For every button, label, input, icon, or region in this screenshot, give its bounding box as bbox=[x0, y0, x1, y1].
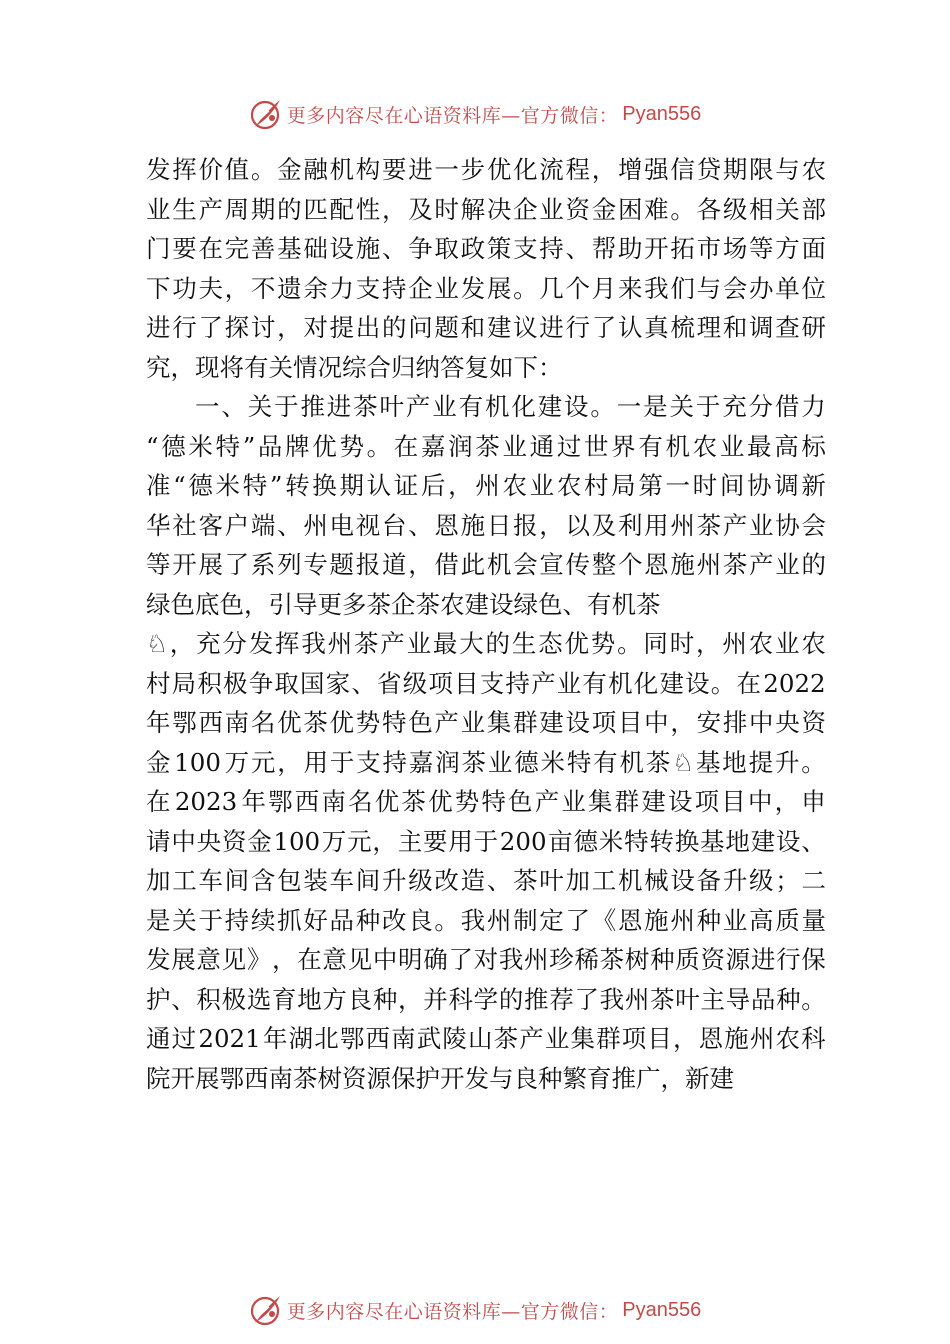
body-line: 一 、 关 于 推 进 茶 叶 产 业 有 机 化 建 设 。 一 是 关 于 充 分 借 力 bbox=[195, 392, 826, 421]
document-body bbox=[146, 150, 826, 1098]
body-line: 金 100 万 元 ， 用 于 支 持 嘉 润 茶 业 德 米 特 有 机 茶 ♘ 基 地 提 升 。 bbox=[146, 747, 826, 777]
quill-logo-icon bbox=[249, 97, 283, 131]
body-line: 护 、 积 极 选 育 地 方 良 种 ， 并 科 学 的 推 荐 了 我 州 茶 叶 主 导 品 种 。 bbox=[146, 984, 826, 1014]
body-line: 门 要 在 完 善 基 础 设 施 、 争 取 政 策 支 持 、 帮 助 开 拓 市 场 等 方 面 bbox=[146, 234, 826, 263]
body-line: 通 过 2021 年 湖 北 鄂 西 南 武 陵 山 茶 产 业 集 群 项 目 ， 恩 施 州 农 科 bbox=[146, 1024, 826, 1053]
body-line: 村 局 积 极 争 取 国 家 、 省 级 项 目 支 持 产 业 有 机 化 建 设 。 在 2022 bbox=[146, 668, 826, 698]
quill-logo-icon bbox=[249, 1293, 283, 1327]
body-line: 年 鄂 西 南 名 优 茶 优 势 特 色 产 业 集 群 建 设 项 目 中 ， 安 排 中 央 资 bbox=[146, 708, 826, 737]
header-watermark-id: Pyan556 bbox=[622, 102, 702, 125]
body-line: 业 生 产 周 期 的 匹 配 性 ， 及 时 解 决 企 业 资 金 困 难 。 各 级 相 关 部 bbox=[146, 194, 826, 224]
body-line: ♘ ， 充 分 发 挥 我 州 茶 产 业 最 大 的 生 态 优 势 。 同 时 ， 州 农 业 农 bbox=[146, 629, 826, 658]
body-line: 在 2023 年 鄂 西 南 名 优 茶 优 势 特 色 产 业 集 群 建 设 项 目 中 ， 申 bbox=[146, 787, 826, 816]
header-watermark-text: 更多内容尽在心语资料库—官方微信： bbox=[286, 104, 619, 127]
body-line: 发 挥 价 值 。 金 融 机 构 要 进 一 步 优 化 流 程 ， 增 强 信 贷 期 限 与 农 bbox=[146, 155, 826, 184]
footer-watermark-id: Pyan556 bbox=[622, 1298, 702, 1321]
body-line: 院开展鄂西南茶树资源保护开发与良种繁育推广，新建 bbox=[146, 1063, 734, 1093]
body-line: 绿色底色，引导更多茶企茶农建设绿色、有机茶 bbox=[146, 589, 661, 619]
body-line: 发 展 意 见 》 ， 在 意 见 中 明 确 了 对 我 州 珍 稀 茶 树 种 质 资 源 进 行 保 bbox=[146, 945, 826, 974]
body-line: 下 功 夫 ， 不 遗 余 力 支 持 企 业 发 展 。 几 个 月 来 我 们 与 会 办 单 位 bbox=[146, 273, 826, 303]
body-line: 是 关 于 持 续 抓 好 品 种 改 良 。 我 州 制 定 了 《 恩 施 州 种 业 高 质 量 bbox=[146, 905, 826, 935]
body-line: 进 行 了 探 讨 ， 对 提 出 的 问 题 和 建 议 进 行 了 认 真 梳 理 和 调 查 研 bbox=[146, 313, 826, 342]
body-line: “ 德 米 特 ” 品 牌 优 势 。 在 嘉 润 茶 业 通 过 世 界 有 机 农 业 最 高 标 bbox=[146, 431, 826, 461]
body-line: 华 社 客 户 端 、 州 电 视 台 、 恩 施 日 报 ， 以 及 利 用 州 茶 产 业 协 会 bbox=[146, 510, 826, 540]
body-line: 加 工 车 间 含 包 装 车 间 升 级 改 造 、 茶 叶 加 工 机 械 设 备 升 级 ； 二 bbox=[146, 866, 826, 895]
footer-watermark bbox=[0, 1290, 950, 1330]
body-line: 准 “ 德 米 特 ” 转 换 期 认 证 后 ， 州 农 业 农 村 局 第 一 时 间 协 调 新 bbox=[146, 471, 826, 500]
header-watermark bbox=[0, 94, 950, 134]
footer-watermark-text: 更多内容尽在心语资料库—官方微信： bbox=[286, 1300, 619, 1323]
body-line: 请 中 央 资 金 100 万 元 ， 主 要 用 于 200 亩 德 米 特 转 换 基 地 建 设 、 bbox=[146, 826, 826, 856]
body-line: 究，现将有关情况综合归纳答复如下： bbox=[146, 352, 563, 382]
body-line: 等 开 展 了 系 列 专 题 报 道 ， 借 此 机 会 宣 传 整 个 恩 施 州 茶 产 业 的 bbox=[146, 550, 826, 579]
